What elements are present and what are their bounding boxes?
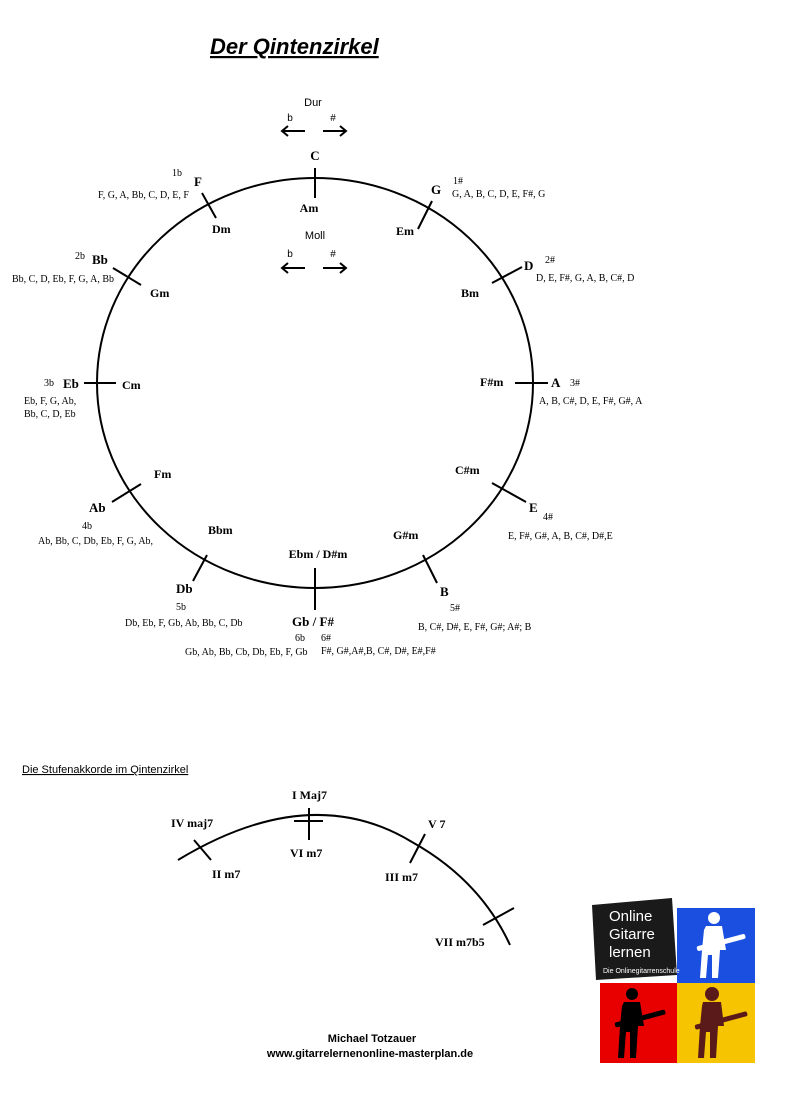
minor-label-am: Am [299, 201, 319, 215]
dur-sharp-arrow [323, 126, 346, 136]
minor-label-fm: Fm [154, 467, 172, 481]
key-a [480, 375, 643, 407]
footer-author: Michael Totzauer [327, 1033, 417, 1045]
stufe-i-label: I Maj7 [292, 788, 327, 802]
scale-notes-ab: Ab, Bb, C, Db, Eb, F, G, Ab, [38, 536, 154, 547]
dur-legend [282, 97, 346, 136]
scale-notes-a: A, B, C#, D, E, F#, G#, A [539, 396, 643, 407]
scale-notes-b: B, C#, D#, E, F#, G#; A#; B [418, 622, 532, 633]
stufe-v-label: V 7 [428, 817, 446, 831]
minor-label-gm: Gm [150, 286, 170, 300]
minor-label-csharpm: C#m [455, 463, 480, 477]
accidentals-f: 1b [172, 168, 182, 179]
moll-label: Moll [304, 230, 326, 242]
accidentals-ab: 4b [82, 521, 92, 532]
key-gb-fsharp [185, 547, 436, 658]
minor-label-bm: Bm [461, 286, 479, 300]
major-label-d: D [524, 258, 534, 273]
accidentals-bb: 2b [75, 251, 85, 262]
scale-notes-db: Db, Eb, F, Gb, Ab, Bb, C, Db [125, 618, 243, 629]
major-label-a: A [551, 375, 561, 390]
major-label-c: C [310, 148, 320, 163]
dur-sharp-symbol: # [330, 113, 336, 124]
accidentals-e: 4# [543, 512, 553, 523]
major-label-f: F [194, 174, 202, 189]
scale-notes-bb: Bb, C, D, Eb, F, G, A, Bb [12, 274, 114, 285]
stufen-diagram [171, 788, 514, 949]
major-label-eb: Eb [63, 376, 79, 391]
major-label-e: E [529, 500, 538, 515]
scale-notes-gb: Gb, Ab, Bb, Cb, Db, Eb, F, Gb [185, 647, 308, 658]
moll-sharp-arrow [323, 263, 346, 273]
accidentals-db: 5b [176, 602, 186, 613]
logo-line-2: Gitarre [609, 926, 655, 943]
accidentals-a: 3# [570, 378, 580, 389]
moll-flat-arrow [282, 263, 305, 273]
major-label-g: G [431, 182, 442, 197]
accidentals-eb: 3b [44, 378, 54, 389]
minor-label-ebm-dsharpm: Ebm / D#m [288, 547, 348, 561]
stufe-vii-label: VII m7b5 [435, 935, 485, 949]
minor-label-gsharpm: G#m [393, 528, 419, 542]
footer-url: www.gitarrelernenonline-masterplan.de [266, 1048, 474, 1060]
major-label-b: B [440, 584, 449, 599]
accidentals-b: 5# [450, 603, 460, 614]
moll-flat-symbol: b [287, 249, 293, 260]
dur-flat-arrow [282, 126, 305, 136]
scale-notes-e: E, F#, G#, A, B, C#, D#,E [508, 531, 613, 542]
scale-notes-eb-line1: Eb, F, G, Ab, [24, 396, 77, 407]
accidentals-fsharp: 6# [321, 633, 331, 644]
key-c [300, 148, 320, 215]
key-ab [38, 467, 171, 547]
scale-notes-g: G, A, B, C, D, E, F#, G [452, 189, 546, 200]
stufe-vi-label: VI m7 [290, 846, 323, 860]
minor-label-cm: Cm [122, 378, 141, 392]
major-label-ab: Ab [89, 500, 106, 515]
moll-legend [282, 230, 346, 273]
major-label-gb-fsharp: Gb / F# [292, 614, 334, 629]
major-label-bb: Bb [92, 252, 108, 267]
stufe-iv-label: IV maj7 [171, 816, 214, 830]
page-title: Der Qintenzirkel [210, 34, 379, 59]
brand-logo [592, 898, 755, 1063]
accidentals-d: 2# [545, 255, 555, 266]
dur-label: Dur [304, 97, 322, 109]
key-b [393, 528, 532, 633]
stufe-iii-label: III m7 [385, 870, 419, 884]
major-label-db: Db [176, 581, 193, 596]
minor-label-dm: Dm [212, 222, 231, 236]
moll-sharp-symbol: # [330, 249, 336, 260]
scale-notes-d: D, E, F#, G, A, B, C#, D [536, 273, 635, 284]
stufe-ii-label: II m7 [212, 867, 241, 881]
logo-tagline: Die Onlinegitarrenschule [603, 968, 680, 975]
logo-line-3: lernen [609, 944, 651, 961]
scale-notes-fsharp: F#, G#,A#,B, C#, D#, E#,F# [321, 646, 436, 657]
logo-line-1: Online [609, 908, 653, 925]
minor-label-bbm: Bbm [208, 523, 233, 537]
key-bb [12, 251, 169, 300]
minor-label-em: Em [396, 224, 414, 238]
key-g [396, 176, 545, 238]
dur-flat-symbol: b [287, 113, 293, 124]
accidentals-gb: 6b [295, 633, 305, 644]
key-e [455, 463, 613, 542]
key-d [461, 255, 634, 300]
scale-notes-f: F, G, A, Bb, C, D, E, F [98, 190, 189, 201]
scale-notes-eb-line2: Bb, C, D, Eb [24, 409, 76, 420]
key-eb [24, 376, 141, 420]
stufen-subtitle: Die Stufenakkorde im Qintenzirkel [22, 764, 189, 776]
accidentals-g: 1# [453, 176, 463, 187]
minor-label-fsharpm: F#m [480, 375, 504, 389]
